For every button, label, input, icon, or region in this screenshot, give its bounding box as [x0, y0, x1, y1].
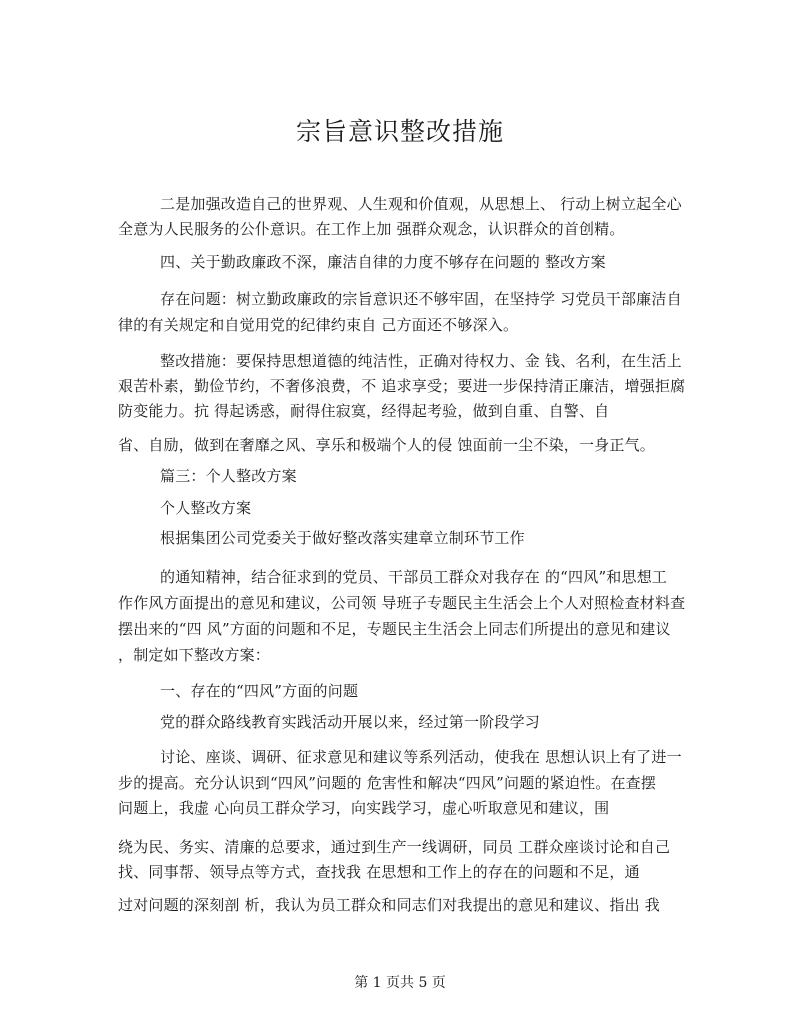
body-line: ，制定如下整改方案： [118, 646, 271, 664]
body-line: 作作风方面提出的意见和建议，公司领 导班子专题民主生活会上个人对照检查材料查 [118, 594, 686, 612]
body-line: 篇三：个人整改方案 [160, 467, 297, 485]
body-line: 问题上，我虚 心向员工群众学习，向实践学习，虚心听取意见和建议，围 [118, 799, 610, 817]
body-line: 过对问题的深刻剖 析，我认为员工群众和同志们对我提出的意见和建议、指出 我 [118, 896, 660, 914]
body-line: 防变能力。抗 得起诱惑，耐得住寂寞，经得起考验，做到自重、自警、自 [118, 402, 610, 420]
body-line: 个人整改方案 [160, 499, 252, 517]
body-line: 省、自励，做到在奢靡之风、享乐和极端个人的侵 蚀面前一尘不染，一身正气。 [118, 436, 655, 454]
body-line: 绕为民、务实、清廉的总要求，通过到生产一线调研，同员 工群众座谈讨论和自己 [118, 838, 671, 856]
page-title: 宗旨意识整改措施 [295, 117, 504, 146]
body-line: 存在问题：树立勤政廉政的宗旨意识还不够牢固，在坚持学 习党员干部廉洁自 [160, 290, 682, 308]
body-line: 四、关于勤政廉政不深，廉洁自律的力度不够存在问题的 整改方案 [160, 253, 606, 271]
body-line: 找、同事帮、领导点等方式，查找我 在思想和工作上的存在的问题和不足，通 [118, 863, 640, 881]
body-line: 一、存在的“四风”方面的问题 [160, 682, 359, 700]
body-line: 二是加强改造自己的世界观、人生观和价值观，从思想上、 行动上树立起全心 [160, 195, 682, 213]
body-line: 步的提高。充分认识到“四风”问题的 危害性和解决“四风”问题的紧迫性。在查摆 [118, 774, 657, 792]
body-line: 艰苦朴素，勤俭节约，不奢侈浪费，不 追求享受；要进一步保持清正廉洁，增强拒腐 [118, 377, 686, 395]
body-line: 的通知精神，结合征求到的党员、干部员工群众对我存在 的“四风”和思想工 [160, 568, 668, 586]
body-line: 根据集团公司党委关于做好整改落实建章立制环节工作 [160, 529, 525, 547]
body-line: 全意为人民服务的公仆意识。在工作上加 强群众观念，认识群众的首创精。 [118, 220, 625, 238]
page-footer: 第 1 页共 5 页 [354, 975, 446, 991]
body-line: 律的有关规定和自觉用党的纪律约束自 己方面还不够深入。 [118, 316, 519, 334]
body-line: 党的群众路线教育实践活动开展以来，经过第一阶段学习 [160, 713, 541, 731]
body-line: 整改措施：要保持思想道德的纯洁性，正确对待权力、金 钱、名利，在生活上 [160, 352, 682, 370]
body-line: 讨论、座谈、调研、征求意见和建议等系列活动，使我在 思想认识上有了进一 [160, 748, 682, 766]
body-line: 摆出来的“四 风”方面的问题和不足，专题民主生活会上同志们所提出的意见和建议 [118, 620, 671, 638]
